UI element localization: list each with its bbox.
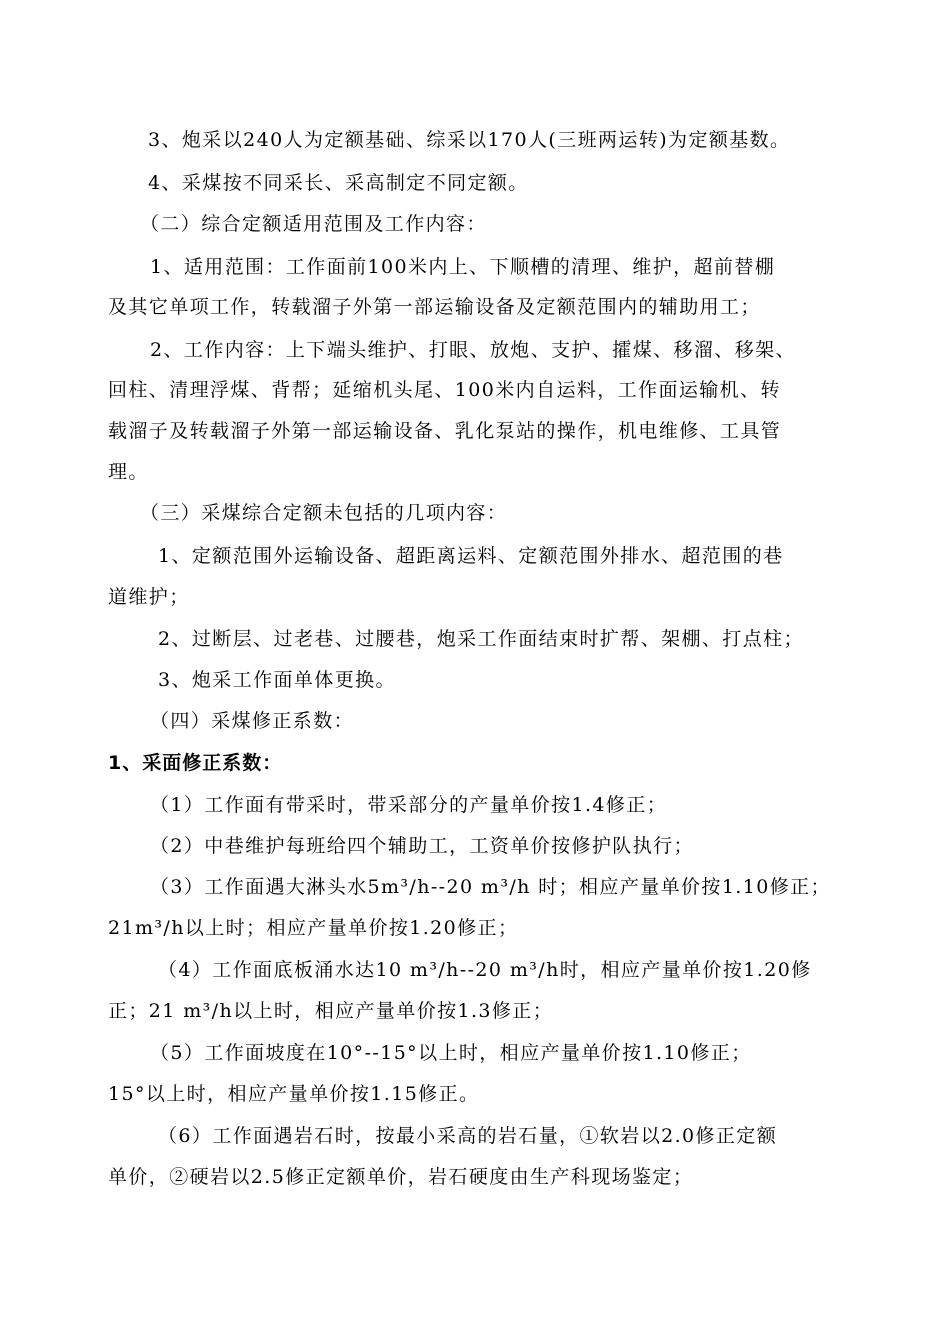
section-heading: （四）采煤修正系数： <box>150 710 355 732</box>
subsection-heading: 1、采面修正系数： <box>108 752 283 774</box>
section-heading: （二）综合定额适用范围及工作内容： <box>140 213 487 235</box>
paragraph-line: （1）工作面有带采时，带采部分的产量单价按1.4修正； <box>150 794 668 816</box>
section-heading: （三）采煤综合定额未包括的几项内容： <box>140 502 508 524</box>
paragraph-line: （2）中巷维护每班给四个辅助工，工资单价按修护队执行； <box>150 835 694 857</box>
paragraph-line: 及其它单项工作，转载溜子外第一部运输设备及定额范围内的辅助用工； <box>108 296 761 318</box>
paragraph-line: 回柱、清理浮煤、背帮；延缩机头尾、100米内自运料，工作面运输机、转 <box>108 379 781 401</box>
paragraph-line: 3、炮采以240人为定额基础、综采以170人(三班两运转)为定额基数。 <box>148 129 791 151</box>
paragraph-line: 4、采煤按不同采长、采高制定不同定额。 <box>148 172 529 194</box>
paragraph-line: 15°以上时，相应产量单价按1.15修正。 <box>108 1083 480 1105</box>
paragraph-line: 21m³/h以上时；相应产量单价按1.20修正； <box>108 917 519 939</box>
paragraph-line: 2、过断层、过老巷、过腰巷，炮采工作面结束时扩帮、架棚、打点柱； <box>158 628 804 650</box>
paragraph-line: 道维护； <box>108 586 190 608</box>
paragraph-line: 3、炮采工作面单体更换。 <box>158 669 396 691</box>
paragraph-line: （4）工作面底板涌水达10 m³/h--20 m³/h时，相应产量单价按1.20修 <box>158 959 812 981</box>
paragraph-line: 载溜子及转载溜子外第一部运输设备、乳化泵站的操作，机电维修、工具管 <box>108 420 782 442</box>
paragraph-line: 2、工作内容：上下端头维护、打眼、放炮、支护、攉煤、移溜、移架、 <box>150 339 796 361</box>
paragraph-line: 单价，②硬岩以2.5修正定额单价，岩石硬度由生产科现场鉴定； <box>108 1166 694 1188</box>
paragraph-line: （5）工作面坡度在10°--15°以上时，相应产量单价按1.10修正； <box>150 1042 752 1064</box>
paragraph-line: 1、适用范围：工作面前100米内上、下顺槽的清理、维护，超前替棚 <box>150 256 776 278</box>
paragraph-line: （6）工作面遇岩石时，按最小采高的岩石量，①软岩以2.0修正定额 <box>158 1125 778 1147</box>
paragraph-line: （3）工作面遇大淋头水5m³/h--20 m³/h 时；相应产量单价按1.10修正； <box>150 876 831 898</box>
paragraph-line: 1、定额范围外运输设备、超距离运料、定额范围外排水、超范围的巷 <box>158 545 784 567</box>
paragraph-line: 正；21 m³/h以上时，相应产量单价按1.3修正； <box>108 1000 554 1022</box>
paragraph-line: 理。 <box>108 461 149 483</box>
